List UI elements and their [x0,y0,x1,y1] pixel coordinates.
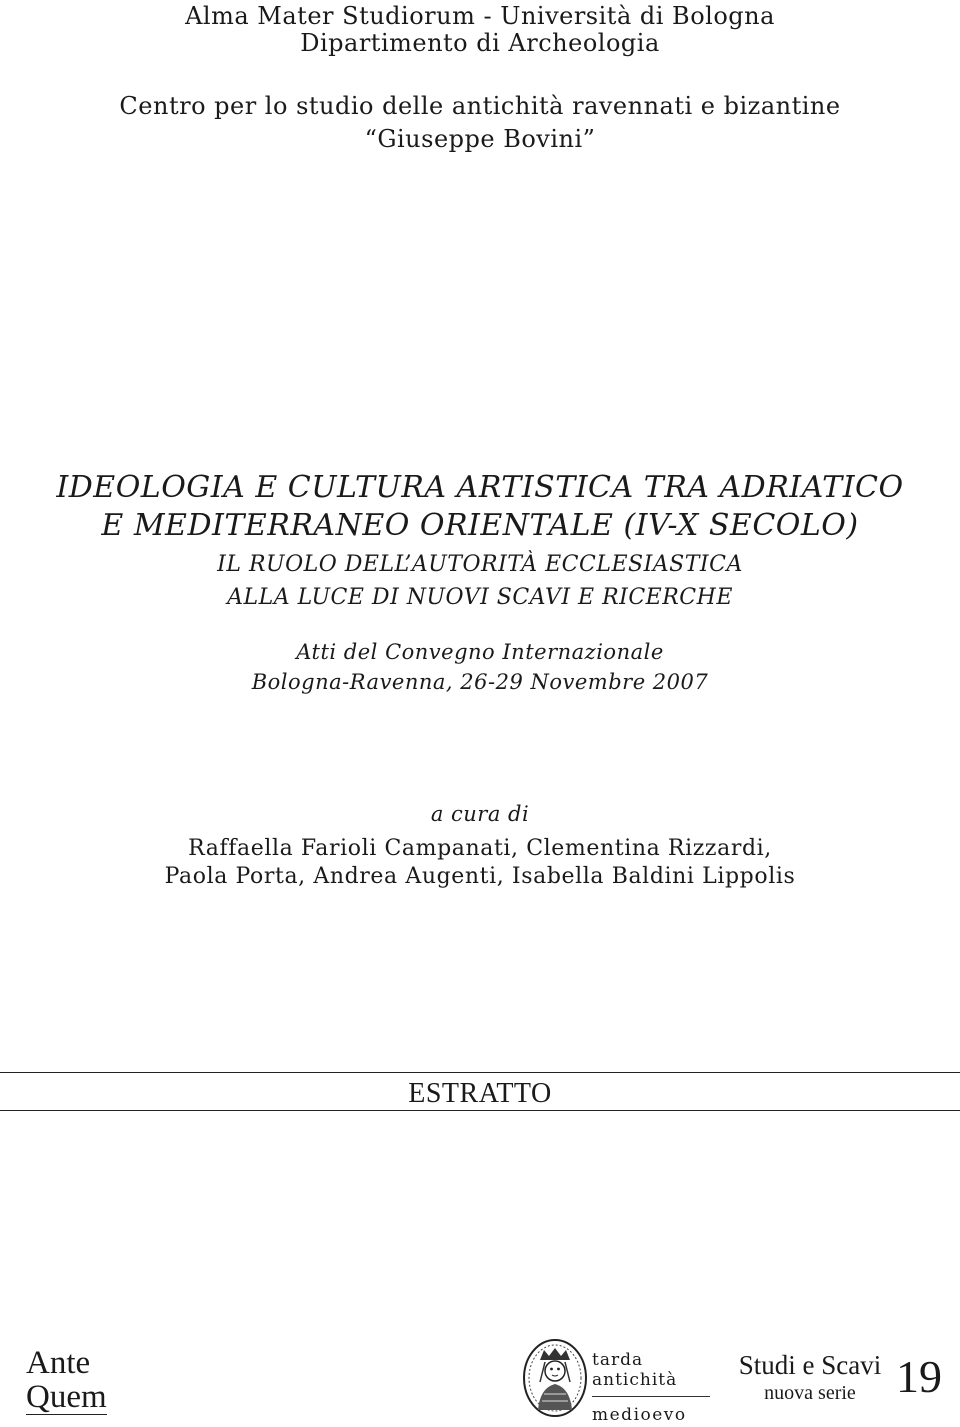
title-line-2: E MEDITERRANEO ORIENTALE (IV-X SECOLO) [101,508,859,543]
editors-line-2: Paola Porta, Andrea Augenti, Isabella Baldini Lippolis [164,864,796,889]
institution-line-2: Dipartimento di Archeologia [300,29,660,57]
center-line-1: Centro per lo studio delle antichità ravennati e bizantine [119,92,841,120]
title-line-1: IDEOLOGIA E CULTURA ARTISTICA TRA ADRIATICO [56,470,904,505]
publisher-logo-line-2: Quem [26,1379,107,1415]
editors-line-1: Raffaella Farioli Campanati, Clementina Rizzardi, [188,836,772,861]
top-rule [0,1072,960,1073]
estratto-label: ESTRATTO [408,1078,552,1109]
collection-line-2: nuova serie [764,1382,856,1404]
series-line-2: medioevo [592,1405,687,1425]
emperor-portrait-seal-icon [520,1338,590,1422]
proceedings-line-2: Bologna-Ravenna, 26-29 Novembre 2007 [251,670,709,694]
subtitle-line-2: ALLA LUCE DI NUOVI SCAVI E RICERCHE [227,585,733,610]
series-line-1: tarda antichità [592,1350,710,1397]
institution-line-1: Alma Mater Studiorum - Università di Bologna [185,2,775,30]
publisher-logo [26,1346,107,1415]
collection-line-1: Studi e Scavi [738,1350,882,1380]
publisher-logo-line-1: Ante [26,1345,91,1381]
bottom-rule [0,1110,960,1111]
series-label [592,1350,710,1425]
editors-label: a cura di [430,802,530,826]
proceedings-line-1: Atti del Convegno Internazionale [296,640,664,664]
center-line-2: “Giuseppe Bovini” [364,125,596,153]
volume-number: 19 [896,1351,942,1402]
emblem-graphic [520,1338,590,1422]
subtitle-line-1: IL RUOLO DELL’AUTORITÀ ECCLESIASTICA [217,552,743,577]
collection-label [730,1350,890,1406]
